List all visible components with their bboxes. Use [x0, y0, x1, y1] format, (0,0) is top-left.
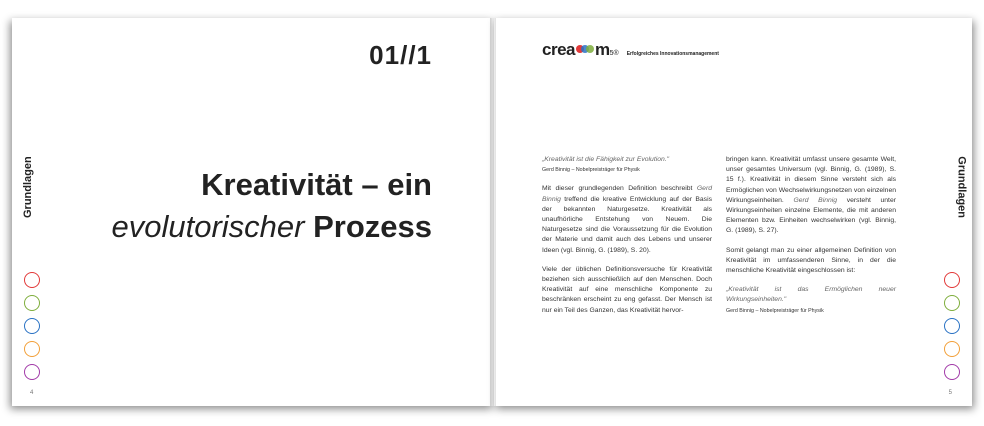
logo-superscript: 5: [609, 50, 614, 57]
title-bold-word: Prozess: [313, 209, 432, 244]
book-spine: [490, 18, 496, 406]
quote-author-1: Gerd Binnig – Nobelpreisträger für Physik: [542, 167, 640, 174]
circle-icon: [944, 341, 960, 357]
circle-icon: [944, 364, 960, 380]
circle-icon: [24, 318, 40, 334]
creaom5-logo: [542, 40, 719, 60]
page-number-left: 4: [30, 390, 34, 396]
paragraph-italic: Gerd Binnig: [793, 196, 838, 204]
title-italic-word: evolutorischer: [111, 209, 305, 244]
side-tab-right: Grundlagen: [956, 156, 968, 218]
quote-author-2: Gerd Binnig – Nobelpreisträger für Physik: [726, 307, 824, 314]
paragraph-text: bringen kann. Kreativität umfasst unsere gesamte Welt, unser gesamtes Universum (vgl. Binnig, G. (1989), S. 15 f.). Kreativität in diesem Sinne versteht sich als Ermöglichen von Wechselwirkungsnetzen von einzelnen Wirkungseinheiten.: [726, 156, 896, 204]
paragraph-text: Mit dieser grundlegenden Definition beschreibt: [542, 185, 697, 193]
side-tab-left: Grundlagen: [22, 156, 34, 218]
circle-icon: [24, 341, 40, 357]
quote-2: „Kreativität ist das Ermöglichen neuer Wirkungseinheiten.": [726, 286, 896, 304]
circle-icon: [944, 272, 960, 288]
quote-1: „Kreativität ist die Fähigkeit zur Evolution.": [542, 156, 670, 163]
text-column-1: [542, 155, 712, 325]
circle-icon: [24, 295, 40, 311]
circle-icon: [24, 364, 40, 380]
chapter-number: 01//1: [369, 40, 432, 70]
paragraph: Somit gelangt man zu einer allgemeinen Definition von Kreativität im umfassenderen Sinne, in der die menschliche Kreativität eingeschlossen ist:: [726, 246, 896, 275]
color-circles-right: [944, 272, 960, 380]
paragraph: [726, 155, 896, 237]
logo-tagline: Erfolgreiches Innovationsmanagement: [626, 51, 719, 57]
color-circles-left: [24, 272, 40, 380]
circle-icon: [944, 318, 960, 334]
paragraph-text: treffend die kreative Entwicklung auf der Basis der bekannten Naturgesetze. Kreativität als unaufhörliche Entstehung von Neuem. Die Naturgesetze sind die Voraussetzung für die Evolution der Materie und damit auch des Lebens und unserer Ideen (vgl. Binnig, G. (1989), S. 20).: [542, 195, 712, 254]
paragraph: [542, 184, 712, 255]
logo-registered: ®: [613, 50, 619, 57]
logo-word-end: m: [594, 40, 610, 59]
paragraph: Viele der üblichen Definitionsversuche für Kreativität beziehen sich ausschließlich auf den Menschen. Doch Kreativität auf eine menschliche Komponente zu beschränken erscheint zu eng gefasst. Der Mensch ist nur ein Teil des Ganzen, das Kreativität hervor-: [542, 265, 712, 314]
chapter-title: [111, 164, 432, 248]
page-number-right: 5: [948, 390, 952, 396]
title-line-2: [111, 206, 432, 248]
logo-word-start: crea: [542, 40, 575, 59]
right-page: [494, 18, 972, 406]
logo-dots-icon: [576, 43, 594, 55]
left-page: [12, 18, 494, 406]
paragraph-italic: Gerd Binnig: [542, 185, 712, 203]
title-line-1: Kreativität – ein: [201, 167, 432, 202]
paragraph-text: versteht unter Wirkungseinheiten einzelne Elemente, die mit anderen Elementen bzw. Einheiten wechselwirken (vgl. Binnig, G. (1989), S. 27).: [726, 196, 896, 235]
circle-icon: [24, 272, 40, 288]
text-column-2: [726, 155, 896, 325]
circle-icon: [944, 295, 960, 311]
